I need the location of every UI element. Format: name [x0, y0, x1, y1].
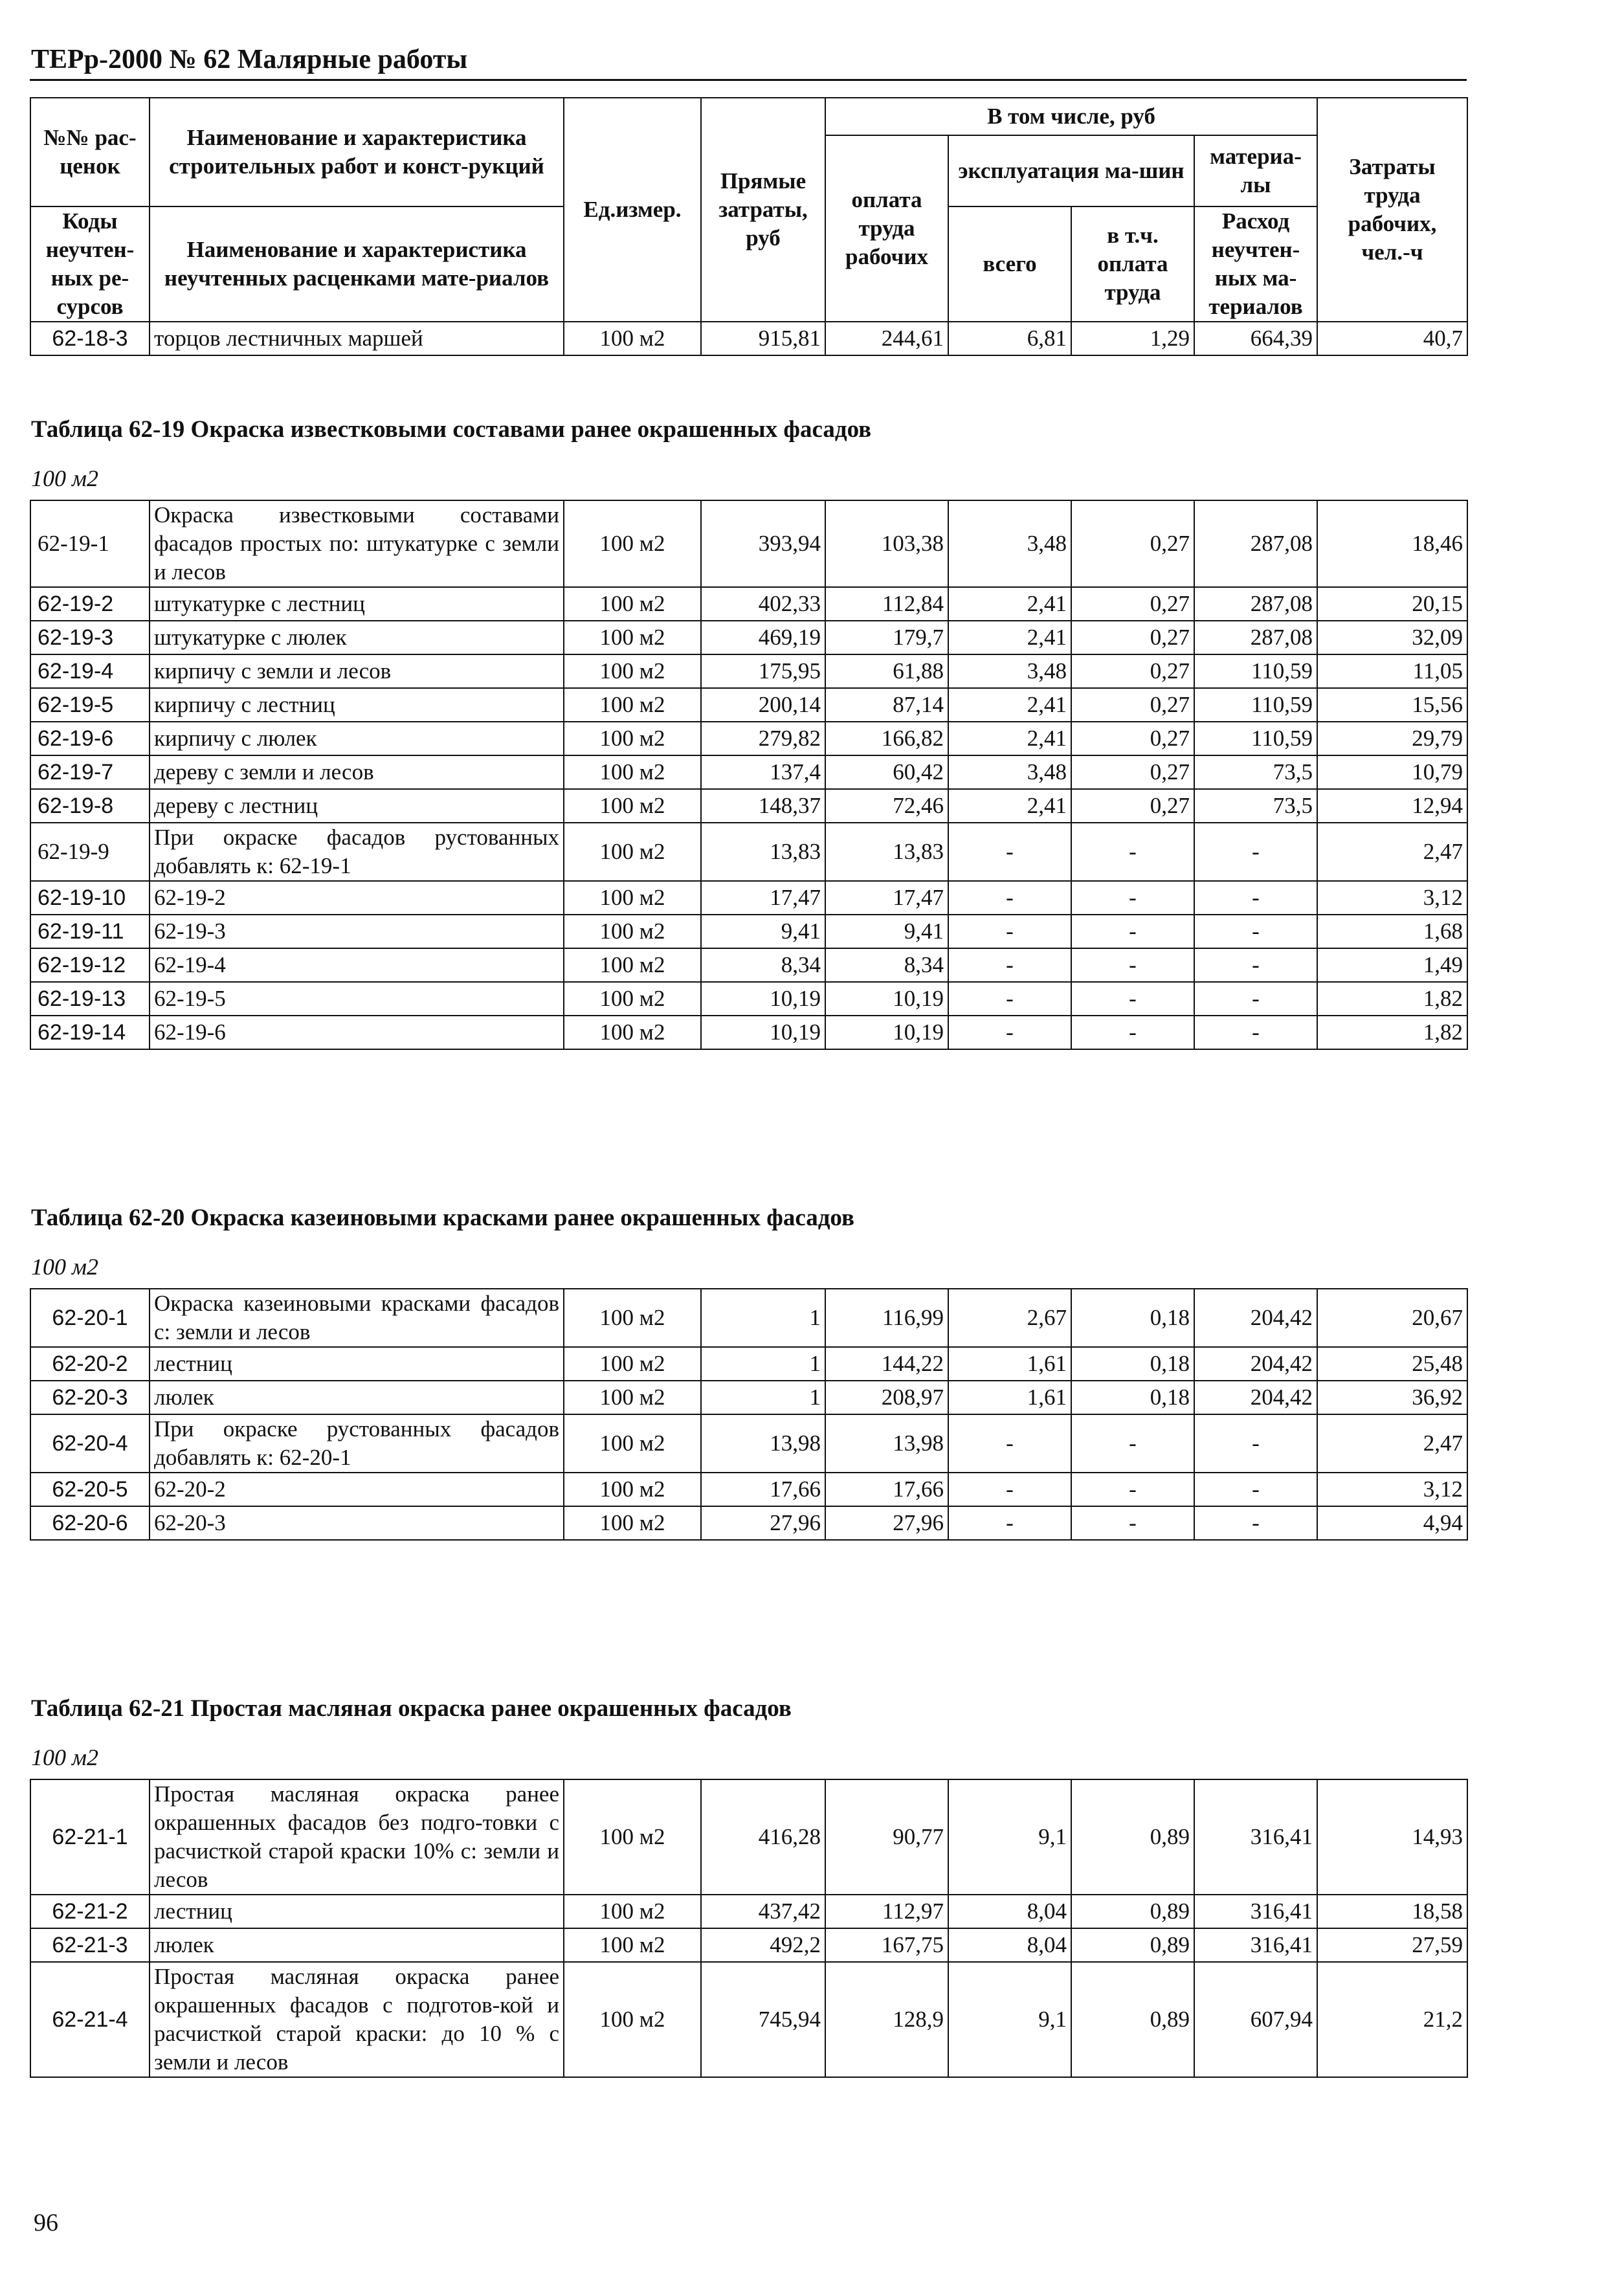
- direct-costs-cell: 393,94: [701, 500, 825, 587]
- machines-total-cell: -: [948, 881, 1071, 915]
- table-62-18-continuation: [30, 97, 1468, 356]
- work-name-cell: кирпичу с земли и лесов: [150, 654, 564, 688]
- machines-total-cell: -: [948, 1473, 1071, 1506]
- work-name-cell: торцов лестничных маршей: [150, 322, 564, 355]
- direct-costs-cell: 1: [701, 1289, 825, 1347]
- work-name-cell: 62-19-5: [150, 982, 564, 1016]
- col-header-direct-costs: Прямые затраты, руб: [701, 98, 825, 322]
- labor-pay-cell: 103,38: [825, 500, 948, 587]
- labor-pay-cell: 166,82: [825, 722, 948, 755]
- table-row: [30, 722, 1467, 755]
- direct-costs-cell: 137,4: [701, 755, 825, 789]
- table-row: [30, 982, 1467, 1016]
- labor-pay-cell: 17,66: [825, 1473, 948, 1506]
- machines-pay-cell: 0,18: [1071, 1381, 1194, 1414]
- labor-hours-cell: 40,7: [1317, 322, 1467, 355]
- labor-pay-cell: 9,41: [825, 915, 948, 948]
- machines-pay-cell: -: [1071, 948, 1194, 982]
- table-row: [30, 1928, 1467, 1962]
- labor-hours-cell: 20,15: [1317, 587, 1467, 621]
- labor-pay-cell: 10,19: [825, 982, 948, 1016]
- materials-cell: 287,08: [1194, 621, 1317, 654]
- rate-code-cell: 62-21-2: [30, 1895, 150, 1928]
- labor-pay-cell: 244,61: [825, 322, 948, 355]
- work-name-cell: Простая масляная окраска ранее окрашенных фасадов с подготов-кой и расчисткой старой краски: до 10 % с земли и лесов: [150, 1962, 564, 2077]
- direct-costs-cell: 175,95: [701, 654, 825, 688]
- materials-cell: -: [1194, 1016, 1317, 1049]
- machines-total-cell: -: [948, 823, 1071, 881]
- materials-cell: -: [1194, 1473, 1317, 1506]
- direct-costs-cell: 200,14: [701, 688, 825, 722]
- work-name-cell: дереву с земли и лесов: [150, 755, 564, 789]
- work-name-cell: люлек: [150, 1928, 564, 1962]
- table-row: [30, 915, 1467, 948]
- machines-pay-cell: -: [1071, 1473, 1194, 1506]
- unit-cell: 100 м2: [564, 755, 701, 789]
- machines-pay-cell: 0,27: [1071, 621, 1194, 654]
- col-header-machines-total: всего: [948, 206, 1071, 322]
- table-62-19: [30, 500, 1468, 1050]
- table-62-19-title: Таблица 62-19 Окраска известковыми составами ранее окрашенных фасадов: [31, 416, 872, 443]
- labor-pay-cell: 128,9: [825, 1962, 948, 2077]
- direct-costs-cell: 10,19: [701, 982, 825, 1016]
- work-name-cell: При окраске рустованных фасадов добавлять к: 62-20-1: [150, 1414, 564, 1473]
- table-row: [30, 500, 1467, 587]
- machines-total-cell: 2,41: [948, 722, 1071, 755]
- unit-cell: 100 м2: [564, 1928, 701, 1962]
- labor-hours-cell: 18,58: [1317, 1895, 1467, 1928]
- unit-cell: 100 м2: [564, 1016, 701, 1049]
- col-header-incl: В том числе, руб: [825, 98, 1317, 135]
- rate-code-cell: 62-19-5: [30, 688, 150, 722]
- table-row: [30, 755, 1467, 789]
- materials-cell: -: [1194, 915, 1317, 948]
- labor-hours-cell: 11,05: [1317, 654, 1467, 688]
- machines-pay-cell: 0,89: [1071, 1962, 1194, 2077]
- table-row: [30, 322, 1467, 355]
- labor-hours-cell: 10,79: [1317, 755, 1467, 789]
- rate-code-cell: 62-19-11: [30, 915, 150, 948]
- machines-pay-cell: -: [1071, 881, 1194, 915]
- rate-code-cell: 62-20-4: [30, 1414, 150, 1473]
- work-name-cell: 62-20-2: [150, 1473, 564, 1506]
- work-name-cell: 62-19-4: [150, 948, 564, 982]
- rate-code-cell: 62-19-10: [30, 881, 150, 915]
- col-header-unit: Ед.измер.: [564, 98, 701, 322]
- labor-hours-cell: 14,93: [1317, 1779, 1467, 1895]
- rate-code-cell: 62-19-7: [30, 755, 150, 789]
- unit-cell: 100 м2: [564, 587, 701, 621]
- materials-cell: 287,08: [1194, 587, 1317, 621]
- table-row: [30, 948, 1467, 982]
- labor-hours-cell: 3,12: [1317, 881, 1467, 915]
- direct-costs-cell: 1: [701, 1347, 825, 1381]
- unit-cell: 100 м2: [564, 1962, 701, 2077]
- labor-pay-cell: 10,19: [825, 1016, 948, 1049]
- machines-total-cell: 1,61: [948, 1347, 1071, 1381]
- direct-costs-cell: 9,41: [701, 915, 825, 948]
- machines-total-cell: 3,48: [948, 654, 1071, 688]
- table-row: [30, 1347, 1467, 1381]
- labor-hours-cell: 12,94: [1317, 789, 1467, 823]
- table-row: [30, 1016, 1467, 1049]
- machines-pay-cell: -: [1071, 915, 1194, 948]
- col-header-machines-pay: в т.ч. оплата труда: [1071, 206, 1194, 322]
- machines-total-cell: 2,41: [948, 688, 1071, 722]
- table-62-19-unit: 100 м2: [31, 465, 98, 491]
- direct-costs-cell: 17,66: [701, 1473, 825, 1506]
- rate-code-cell: 62-19-12: [30, 948, 150, 982]
- materials-cell: 110,59: [1194, 654, 1317, 688]
- labor-hours-cell: 29,79: [1317, 722, 1467, 755]
- work-name-cell: 62-20-3: [150, 1506, 564, 1540]
- labor-pay-cell: 61,88: [825, 654, 948, 688]
- machines-total-cell: 2,67: [948, 1289, 1071, 1347]
- work-name-cell: При окраске фасадов рустованных добавлять к: 62-19-1: [150, 823, 564, 881]
- machines-pay-cell: -: [1071, 1016, 1194, 1049]
- unit-cell: 100 м2: [564, 654, 701, 688]
- rate-code-cell: 62-19-9: [30, 823, 150, 881]
- labor-pay-cell: 13,98: [825, 1414, 948, 1473]
- col-header-unaccounted-materials: Расход неучтен-ных ма-териалов: [1194, 206, 1317, 322]
- running-head: ТЕРр-2000 № 62 Малярные работы: [31, 45, 468, 74]
- labor-hours-cell: 4,94: [1317, 1506, 1467, 1540]
- machines-pay-cell: 0,27: [1071, 654, 1194, 688]
- direct-costs-cell: 13,83: [701, 823, 825, 881]
- machines-total-cell: 3,48: [948, 755, 1071, 789]
- labor-hours-cell: 15,56: [1317, 688, 1467, 722]
- direct-costs-cell: 492,2: [701, 1928, 825, 1962]
- page-number: 96: [34, 2209, 58, 2236]
- unit-cell: 100 м2: [564, 500, 701, 587]
- unit-cell: 100 м2: [564, 1895, 701, 1928]
- rate-code-cell: 62-21-4: [30, 1962, 150, 2077]
- machines-total-cell: 3,48: [948, 500, 1071, 587]
- machines-total-cell: 8,04: [948, 1895, 1071, 1928]
- labor-hours-cell: 25,48: [1317, 1347, 1467, 1381]
- labor-hours-cell: 2,47: [1317, 823, 1467, 881]
- table-row: [30, 1895, 1467, 1928]
- col-header-resource-codes: Коды неучтен-ных ре-сурсов: [30, 206, 150, 322]
- unit-cell: 100 м2: [564, 322, 701, 355]
- materials-cell: -: [1194, 982, 1317, 1016]
- machines-total-cell: -: [948, 1506, 1071, 1540]
- machines-pay-cell: 0,18: [1071, 1289, 1194, 1347]
- direct-costs-cell: 469,19: [701, 621, 825, 654]
- table-62-20-title: Таблица 62-20 Окраска казеиновыми красками ранее окрашенных фасадов: [31, 1205, 854, 1231]
- table-row: [30, 1473, 1467, 1506]
- unit-cell: 100 м2: [564, 722, 701, 755]
- work-name-cell: дереву с лестниц: [150, 789, 564, 823]
- labor-hours-cell: 1,68: [1317, 915, 1467, 948]
- materials-cell: 664,39: [1194, 322, 1317, 355]
- materials-cell: 204,42: [1194, 1381, 1317, 1414]
- machines-total-cell: -: [948, 982, 1071, 1016]
- direct-costs-cell: 148,37: [701, 789, 825, 823]
- table-62-21-unit: 100 м2: [31, 1744, 98, 1770]
- rate-code-cell: 62-20-5: [30, 1473, 150, 1506]
- col-header-materials: материа-лы: [1194, 135, 1317, 206]
- materials-cell: -: [1194, 1506, 1317, 1540]
- materials-cell: 110,59: [1194, 722, 1317, 755]
- machines-total-cell: 9,1: [948, 1962, 1071, 2077]
- labor-pay-cell: 8,34: [825, 948, 948, 982]
- work-name-cell: люлек: [150, 1381, 564, 1414]
- machines-pay-cell: 0,18: [1071, 1347, 1194, 1381]
- materials-cell: -: [1194, 948, 1317, 982]
- work-name-cell: Окраска казеиновыми красками фасадов с: земли и лесов: [150, 1289, 564, 1347]
- col-header-labor-hours: Затраты труда рабочих, чел.-ч: [1317, 98, 1467, 322]
- table-row: [30, 587, 1467, 621]
- machines-pay-cell: 0,27: [1071, 755, 1194, 789]
- direct-costs-cell: 1: [701, 1381, 825, 1414]
- machines-total-cell: -: [948, 1016, 1071, 1049]
- machines-pay-cell: 0,89: [1071, 1928, 1194, 1962]
- labor-hours-cell: 3,12: [1317, 1473, 1467, 1506]
- machines-total-cell: 2,41: [948, 789, 1071, 823]
- table-62-20: [30, 1288, 1468, 1541]
- unit-cell: 100 м2: [564, 1381, 701, 1414]
- materials-cell: -: [1194, 823, 1317, 881]
- table-row: [30, 1289, 1467, 1347]
- unit-cell: 100 м2: [564, 1506, 701, 1540]
- rate-code-cell: 62-20-1: [30, 1289, 150, 1347]
- labor-hours-cell: 27,59: [1317, 1928, 1467, 1962]
- materials-cell: 287,08: [1194, 500, 1317, 587]
- unit-cell: 100 м2: [564, 1473, 701, 1506]
- labor-pay-cell: 17,47: [825, 881, 948, 915]
- labor-pay-cell: 112,97: [825, 1895, 948, 1928]
- direct-costs-cell: 915,81: [701, 322, 825, 355]
- machines-total-cell: -: [948, 1414, 1071, 1473]
- work-name-cell: кирпичу с люлек: [150, 722, 564, 755]
- direct-costs-cell: 402,33: [701, 587, 825, 621]
- rate-code-cell: 62-21-1: [30, 1779, 150, 1895]
- work-name-cell: лестниц: [150, 1895, 564, 1928]
- table-row: [30, 881, 1467, 915]
- rate-code-cell: 62-19-14: [30, 1016, 150, 1049]
- table-row: [30, 1506, 1467, 1540]
- rate-code-cell: 62-20-2: [30, 1347, 150, 1381]
- rate-code-cell: 62-19-13: [30, 982, 150, 1016]
- unit-cell: 100 м2: [564, 1289, 701, 1347]
- labor-pay-cell: 144,22: [825, 1347, 948, 1381]
- table-row: [30, 789, 1467, 823]
- labor-hours-cell: 2,47: [1317, 1414, 1467, 1473]
- rate-code-cell: 62-18-3: [30, 322, 150, 355]
- table-row: [30, 1381, 1467, 1414]
- table-row: [30, 823, 1467, 881]
- machines-pay-cell: -: [1071, 982, 1194, 1016]
- unit-cell: 100 м2: [564, 982, 701, 1016]
- table-row: [30, 1962, 1467, 2077]
- rate-code-cell: 62-19-8: [30, 789, 150, 823]
- machines-total-cell: -: [948, 948, 1071, 982]
- rate-code-cell: 62-21-3: [30, 1928, 150, 1962]
- machines-pay-cell: 0,27: [1071, 722, 1194, 755]
- labor-pay-cell: 90,77: [825, 1779, 948, 1895]
- header-rule: [30, 79, 1467, 81]
- table-row: [30, 688, 1467, 722]
- machines-pay-cell: 0,27: [1071, 688, 1194, 722]
- direct-costs-cell: 13,98: [701, 1414, 825, 1473]
- machines-pay-cell: -: [1071, 1414, 1194, 1473]
- materials-cell: 316,41: [1194, 1779, 1317, 1895]
- col-header-resource-name: Наименование и характеристика неучтенных расценками мате-риалов: [150, 206, 564, 322]
- machines-total-cell: -: [948, 915, 1071, 948]
- table-62-21: [30, 1779, 1468, 2078]
- work-name-cell: штукатурке с лестниц: [150, 587, 564, 621]
- rate-code-cell: 62-20-6: [30, 1506, 150, 1540]
- labor-hours-cell: 18,46: [1317, 500, 1467, 587]
- machines-pay-cell: 1,29: [1071, 322, 1194, 355]
- labor-pay-cell: 116,99: [825, 1289, 948, 1347]
- work-name-cell: Окраска известковыми составами фасадов простых по: штукатурке с земли и лесов: [150, 500, 564, 587]
- labor-pay-cell: 179,7: [825, 621, 948, 654]
- unit-cell: 100 м2: [564, 948, 701, 982]
- rate-code-cell: 62-20-3: [30, 1381, 150, 1414]
- materials-cell: 110,59: [1194, 688, 1317, 722]
- materials-cell: 316,41: [1194, 1895, 1317, 1928]
- labor-hours-cell: 1,82: [1317, 1016, 1467, 1049]
- labor-pay-cell: 167,75: [825, 1928, 948, 1962]
- direct-costs-cell: 416,28: [701, 1779, 825, 1895]
- labor-hours-cell: 1,82: [1317, 982, 1467, 1016]
- direct-costs-cell: 279,82: [701, 722, 825, 755]
- machines-pay-cell: 0,27: [1071, 789, 1194, 823]
- materials-cell: -: [1194, 1414, 1317, 1473]
- work-name-cell: штукатурке с люлек: [150, 621, 564, 654]
- table-62-21-title: Таблица 62-21 Простая масляная окраска ранее окрашенных фасадов: [31, 1695, 792, 1722]
- table-row: [30, 1414, 1467, 1473]
- materials-cell: 607,94: [1194, 1962, 1317, 2077]
- labor-hours-cell: 32,09: [1317, 621, 1467, 654]
- col-header-labor-pay: оплата труда рабочих: [825, 135, 948, 322]
- labor-hours-cell: 1,49: [1317, 948, 1467, 982]
- materials-cell: -: [1194, 881, 1317, 915]
- materials-cell: 73,5: [1194, 789, 1317, 823]
- table-row: [30, 654, 1467, 688]
- machines-total-cell: 8,04: [948, 1928, 1071, 1962]
- direct-costs-cell: 17,47: [701, 881, 825, 915]
- unit-cell: 100 м2: [564, 1414, 701, 1473]
- machines-pay-cell: 0,27: [1071, 587, 1194, 621]
- unit-cell: 100 м2: [564, 823, 701, 881]
- rate-code-cell: 62-19-4: [30, 654, 150, 688]
- machines-pay-cell: 0,89: [1071, 1779, 1194, 1895]
- machines-total-cell: 1,61: [948, 1381, 1071, 1414]
- rate-code-cell: 62-19-6: [30, 722, 150, 755]
- work-name-cell: 62-19-6: [150, 1016, 564, 1049]
- labor-pay-cell: 72,46: [825, 789, 948, 823]
- direct-costs-cell: 745,94: [701, 1962, 825, 2077]
- unit-cell: 100 м2: [564, 621, 701, 654]
- labor-pay-cell: 27,96: [825, 1506, 948, 1540]
- machines-pay-cell: -: [1071, 1506, 1194, 1540]
- unit-cell: 100 м2: [564, 789, 701, 823]
- labor-pay-cell: 13,83: [825, 823, 948, 881]
- direct-costs-cell: 27,96: [701, 1506, 825, 1540]
- labor-pay-cell: 60,42: [825, 755, 948, 789]
- labor-hours-cell: 20,67: [1317, 1289, 1467, 1347]
- rate-code-cell: 62-19-1: [30, 500, 150, 587]
- machines-total-cell: 2,41: [948, 587, 1071, 621]
- materials-cell: 73,5: [1194, 755, 1317, 789]
- unit-cell: 100 м2: [564, 688, 701, 722]
- unit-cell: 100 м2: [564, 881, 701, 915]
- labor-pay-cell: 87,14: [825, 688, 948, 722]
- machines-total-cell: 9,1: [948, 1779, 1071, 1895]
- direct-costs-cell: 10,19: [701, 1016, 825, 1049]
- unit-cell: 100 м2: [564, 1347, 701, 1381]
- col-header-rate-no: №№ рас-ценок: [30, 98, 150, 206]
- machines-pay-cell: -: [1071, 823, 1194, 881]
- direct-costs-cell: 437,42: [701, 1895, 825, 1928]
- work-name-cell: 62-19-2: [150, 881, 564, 915]
- rate-code-cell: 62-19-2: [30, 587, 150, 621]
- materials-cell: 204,42: [1194, 1347, 1317, 1381]
- col-header-work-name: Наименование и характеристика строительных работ и конст-рукций: [150, 98, 564, 206]
- labor-pay-cell: 208,97: [825, 1381, 948, 1414]
- unit-cell: 100 м2: [564, 1779, 701, 1895]
- labor-hours-cell: 36,92: [1317, 1381, 1467, 1414]
- materials-cell: 316,41: [1194, 1928, 1317, 1962]
- machines-pay-cell: 0,27: [1071, 500, 1194, 587]
- rate-code-cell: 62-19-3: [30, 621, 150, 654]
- table-row: [30, 621, 1467, 654]
- table-62-20-unit: 100 м2: [31, 1254, 98, 1280]
- labor-hours-cell: 21,2: [1317, 1962, 1467, 2077]
- materials-cell: 204,42: [1194, 1289, 1317, 1347]
- machines-pay-cell: 0,89: [1071, 1895, 1194, 1928]
- table-row: [30, 1779, 1467, 1895]
- work-name-cell: кирпичу с лестниц: [150, 688, 564, 722]
- direct-costs-cell: 8,34: [701, 948, 825, 982]
- machines-total-cell: 6,81: [948, 322, 1071, 355]
- col-header-machines: эксплуатация ма-шин: [948, 135, 1194, 206]
- labor-pay-cell: 112,84: [825, 587, 948, 621]
- machines-total-cell: 2,41: [948, 621, 1071, 654]
- work-name-cell: лестниц: [150, 1347, 564, 1381]
- work-name-cell: 62-19-3: [150, 915, 564, 948]
- work-name-cell: Простая масляная окраска ранее окрашенных фасадов без подго-товки с расчисткой старой краски 10% с: земли и лесов: [150, 1779, 564, 1895]
- unit-cell: 100 м2: [564, 915, 701, 948]
